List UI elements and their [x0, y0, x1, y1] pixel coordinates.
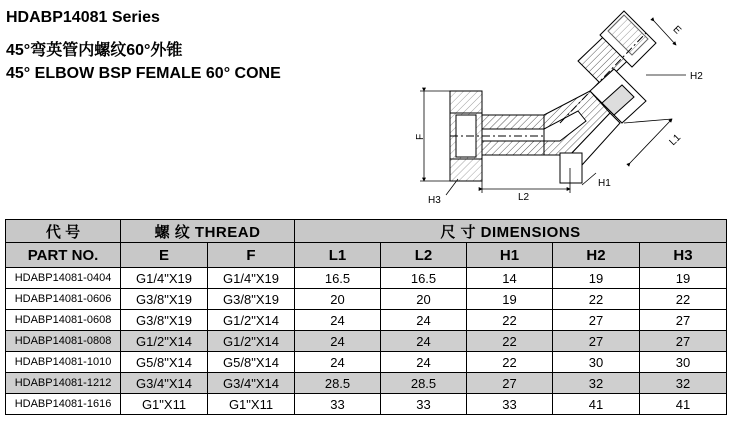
header-part-cn: 代 号 [6, 220, 121, 243]
cell-L2: 33 [381, 394, 467, 415]
cell-H3: 22 [640, 289, 727, 310]
header-col-H2: H2 [553, 243, 640, 268]
cell-H1: 33 [467, 394, 553, 415]
cell-part: HDABP14081-1212 [6, 373, 121, 394]
cell-H2: 30 [553, 352, 640, 373]
cell-H3: 32 [640, 373, 727, 394]
cell-F: G1/4"X19 [208, 268, 295, 289]
cell-H1: 14 [467, 268, 553, 289]
cell-H2: 27 [553, 310, 640, 331]
table-row [6, 331, 727, 352]
cell-F: G5/8"X14 [208, 352, 295, 373]
cell-L2: 28.5 [381, 373, 467, 394]
technical-drawing [410, 3, 726, 209]
cell-H2: 27 [553, 331, 640, 352]
cell-part: HDABP14081-0808 [6, 331, 121, 352]
cell-H2: 22 [553, 289, 640, 310]
cell-E: G1"X11 [121, 394, 208, 415]
title-chinese: 45°弯英管内螺纹60°外锥 [6, 42, 183, 59]
cell-L2: 20 [381, 289, 467, 310]
cell-H3: 19 [640, 268, 727, 289]
cell-H3: 30 [640, 352, 727, 373]
cell-E: G3/4"X14 [121, 373, 208, 394]
label-L1: L1 [667, 132, 684, 148]
cell-F: G1"X11 [208, 394, 295, 415]
cell-L1: 24 [295, 352, 381, 373]
cell-H3: 41 [640, 394, 727, 415]
table-row [6, 310, 727, 331]
header-col-E: E [121, 243, 208, 268]
cell-L1: 33 [295, 394, 381, 415]
cell-L2: 24 [381, 331, 467, 352]
cell-part: HDABP14081-1010 [6, 352, 121, 373]
cell-F: G3/8"X19 [208, 289, 295, 310]
table-row [6, 373, 727, 394]
cell-part: HDABP14081-1616 [6, 394, 121, 415]
label-F: F [415, 133, 426, 140]
header-part-en: PART NO. [6, 243, 121, 268]
header-col-H3: H3 [640, 243, 727, 268]
cell-H1: 19 [467, 289, 553, 310]
label-H2: H2 [690, 71, 703, 82]
title-series: HDABP14081 Series [6, 9, 160, 26]
cell-E: G1/4"X19 [121, 268, 208, 289]
cell-E: G3/8"X19 [121, 310, 208, 331]
cell-L1: 28.5 [295, 373, 381, 394]
cell-L1: 20 [295, 289, 381, 310]
label-H1: H1 [598, 178, 611, 189]
header-col-H1: H1 [467, 243, 553, 268]
cell-H3: 27 [640, 331, 727, 352]
cell-H2: 19 [553, 268, 640, 289]
cell-F: G3/4"X14 [208, 373, 295, 394]
cell-H2: 41 [553, 394, 640, 415]
cell-L2: 24 [381, 352, 467, 373]
cell-L1: 16.5 [295, 268, 381, 289]
table-row [6, 289, 727, 310]
cell-H3: 27 [640, 310, 727, 331]
title-english: 45° ELBOW BSP FEMALE 60° CONE [6, 65, 281, 82]
cell-F: G1/2"X14 [208, 310, 295, 331]
label-H3: H3 [428, 195, 441, 206]
cell-H1: 27 [467, 373, 553, 394]
spec-table [5, 219, 727, 415]
table-row [6, 394, 727, 415]
cell-E: G3/8"X19 [121, 289, 208, 310]
table-row [6, 268, 727, 289]
cell-H1: 22 [467, 310, 553, 331]
header-col-L2: L2 [381, 243, 467, 268]
cell-L2: 24 [381, 310, 467, 331]
label-E: E [670, 23, 683, 37]
cell-part: HDABP14081-0606 [6, 289, 121, 310]
cell-L1: 24 [295, 310, 381, 331]
header-dimensions: 尺 寸 DIMENSIONS [295, 220, 727, 243]
header-col-L1: L1 [295, 243, 381, 268]
table-row [6, 352, 727, 373]
cell-H1: 22 [467, 331, 553, 352]
header-thread: 螺 纹 THREAD [121, 220, 295, 243]
label-L2: L2 [518, 192, 530, 203]
header-col-F: F [208, 243, 295, 268]
cell-E: G1/2"X14 [121, 331, 208, 352]
cell-L2: 16.5 [381, 268, 467, 289]
cell-part: HDABP14081-0404 [6, 268, 121, 289]
cell-H1: 22 [467, 352, 553, 373]
cell-E: G5/8"X14 [121, 352, 208, 373]
cell-F: G1/2"X14 [208, 331, 295, 352]
cell-part: HDABP14081-0608 [6, 310, 121, 331]
cell-H2: 32 [553, 373, 640, 394]
cell-L1: 24 [295, 331, 381, 352]
